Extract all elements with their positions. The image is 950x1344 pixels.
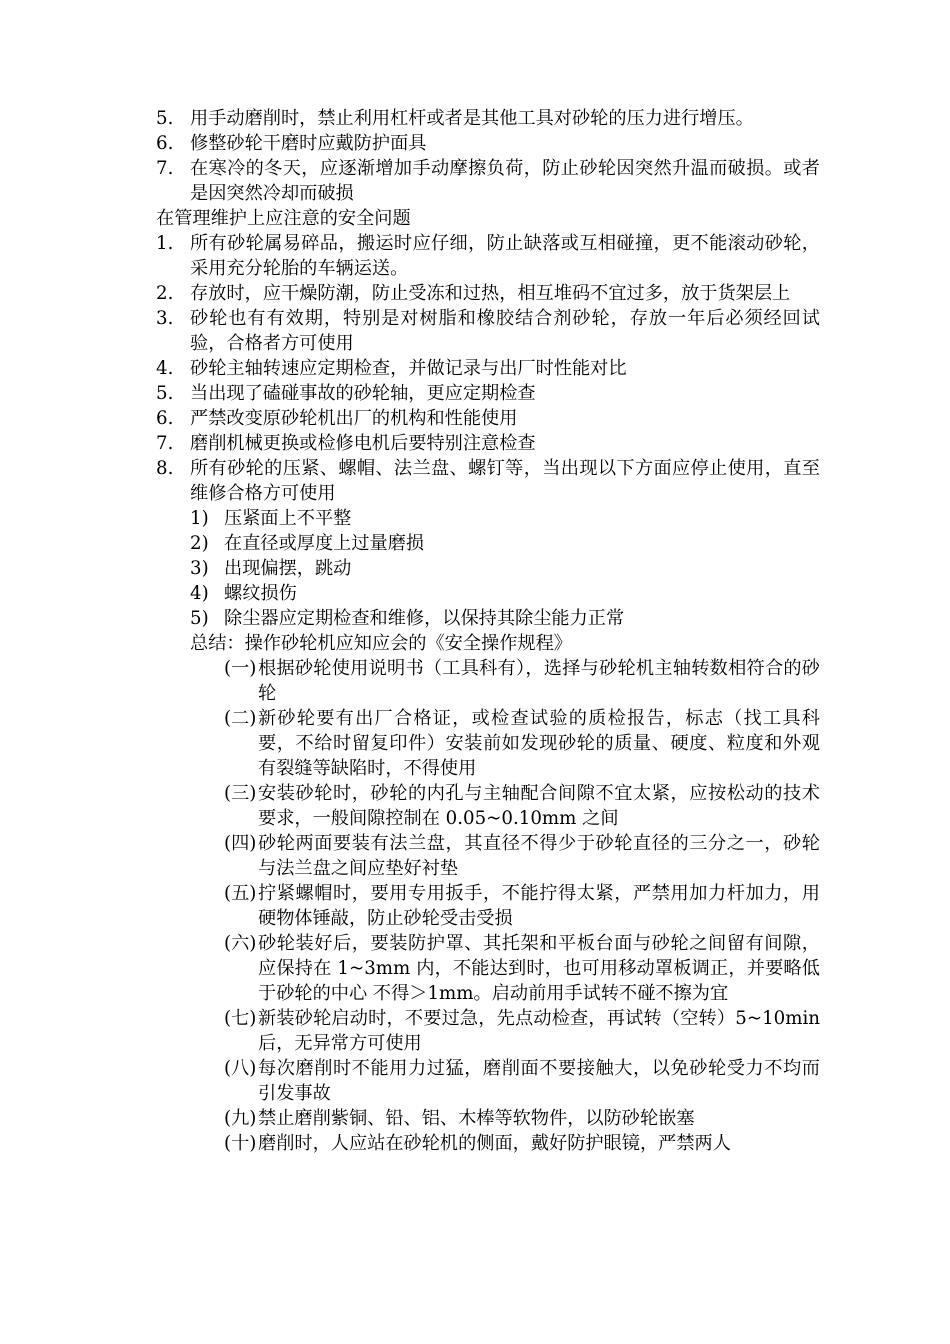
sub-list-text: 螺纹损伤 [224, 583, 297, 604]
rule-item [156, 1006, 820, 1056]
rule-number: (二) [224, 708, 257, 729]
list-text: 砂轮也有有效期，特别是对树脂和橡胶结合剂砂轮，存放一年后必须经回试验，合格者方可使用 [190, 308, 820, 354]
document-body [156, 106, 820, 1156]
rule-number: (五) [224, 883, 257, 904]
rule-number: (十) [224, 1133, 257, 1154]
list-number: 1. [156, 233, 174, 254]
rule-text: 砂轮装好后，要装防护罩、其托架和平板台面与砂轮之间留有间隙，应保持在 1~3mm 内，不能达到时，也可用移动罩板调正，并要略低于砂轮的中心 不得＞1mm。启动前用手试转不碰不擦为宜 [258, 933, 820, 1004]
rule-item [156, 931, 820, 1006]
list-number: 4. [156, 358, 174, 379]
rule-number: (六) [224, 933, 257, 954]
sub-list-item [156, 581, 820, 606]
list-number: 8. [156, 458, 174, 479]
list-number: 7. [156, 433, 174, 454]
rule-number: (一) [224, 658, 257, 679]
list-number: 7. [156, 158, 174, 179]
sub-list-number: 1) [190, 508, 209, 529]
rule-text: 禁止磨削紫铜、铅、铝、木棒等软物件，以防砂轮嵌塞 [258, 1108, 695, 1129]
list-text: 用手动磨削时，禁止利用杠杆或者是其他工具对砂轮的压力进行增压。 [190, 108, 754, 129]
list-item [156, 456, 820, 506]
list-item [156, 131, 820, 156]
rule-item [156, 831, 820, 881]
rule-number: (七) [224, 1008, 257, 1029]
sub-list-text: 出现偏摆，跳动 [224, 558, 352, 579]
rule-text: 磨削时，人应站在砂轮机的侧面，戴好防护眼镜，严禁两人 [258, 1133, 731, 1154]
rule-item [156, 706, 820, 781]
list-item [156, 106, 820, 131]
sub-list-item [156, 606, 820, 631]
rule-text: 新装砂轮启动时，不要过急，先点动检查，再试转（空转）5~10min 后，无异常方可使用 [258, 1008, 820, 1054]
list-text: 砂轮主轴转速应定期检查，并做记录与出厂时性能对比 [190, 358, 627, 379]
summary-line: 总结：操作砂轮机应知应会的《安全操作规程》 [190, 633, 572, 654]
sub-list-text: 除尘器应定期检查和维修，以保持其除尘能力正常 [224, 608, 625, 629]
rule-number: (三) [224, 783, 257, 804]
sub-list-text: 压紧面上不平整 [224, 508, 352, 529]
list-item [156, 306, 820, 356]
section-heading: 在管理维护上应注意的安全问题 [156, 208, 411, 229]
list-item [156, 356, 820, 381]
rule-item [156, 1131, 820, 1156]
rule-text: 安装砂轮时，砂轮的内孔与主轴配合间隙不宜太紧，应按松动的技术要求，一般间隙控制在 0.05~0.10mm 之间 [258, 783, 820, 829]
rule-text: 根据砂轮使用说明书（工具科有），选择与砂轮机主轴转数相符合的砂轮 [258, 658, 820, 704]
rule-text: 每次磨削时不能用力过猛，磨削面不要接触大，以免砂轮受力不均而引发事故 [258, 1058, 820, 1104]
list-item [156, 281, 820, 306]
sub-list-number: 2) [190, 533, 209, 554]
sub-list-text: 在直径或厚度上过量磨损 [224, 533, 425, 554]
list-text: 在寒冷的冬天，应逐渐增加手动摩擦负荷，防止砂轮因突然升温而破损。或者是因突然冷却而破损 [190, 158, 820, 204]
list-text: 修整砂轮干磨时应戴防护面具 [190, 133, 427, 154]
rule-item [156, 881, 820, 931]
rule-text: 砂轮两面要装有法兰盘，其直径不得少于砂轮直径的三分之一，砂轮与法兰盘之间应垫好衬垫 [258, 833, 820, 879]
rule-number: (八) [224, 1058, 257, 1079]
list-item [156, 231, 820, 281]
list-item [156, 431, 820, 456]
sub-list-item [156, 556, 820, 581]
list-number: 6. [156, 133, 174, 154]
list-text: 所有砂轮的压紧、螺帽、法兰盘、螺钉等，当出现以下方面应停止使用，直至维修合格方可使用 [190, 458, 820, 504]
list-text: 严禁改变原砂轮机出厂的机构和性能使用 [190, 408, 518, 429]
list-item [156, 406, 820, 431]
sub-list-number: 5) [190, 608, 209, 629]
list-number: 5. [156, 383, 174, 404]
rule-number: (四) [224, 833, 257, 854]
list-text: 当出现了磕碰事故的砂轮轴，更应定期检查 [190, 383, 536, 404]
list-number: 6. [156, 408, 174, 429]
list-text: 存放时，应干燥防潮，防止受冻和过热，相互堆码不宜过多，放于货架层上 [190, 283, 791, 304]
list-number: 2. [156, 283, 174, 304]
rule-item [156, 1056, 820, 1106]
list-item [156, 381, 820, 406]
rule-text: 新砂轮要有出厂合格证，或检查试验的质检报告，标志（找工具科要，不给时留复印件）安装前如发现砂轮的质量、硬度、粒度和外观有裂缝等缺陷时，不得使用 [258, 708, 820, 779]
list-number: 5. [156, 108, 174, 129]
rule-text: 拧紧螺帽时，要用专用扳手，不能拧得太紧，严禁用加力杆加力，用硬物体锤敲，防止砂轮受击受损 [258, 883, 820, 929]
rule-number: (九) [224, 1108, 257, 1129]
sub-list-number: 3) [190, 558, 209, 579]
list-text: 磨削机械更换或检修电机后要特别注意检查 [190, 433, 536, 454]
sub-list-number: 4) [190, 583, 209, 604]
sub-list-item [156, 531, 820, 556]
rule-item [156, 1106, 820, 1131]
rule-item [156, 656, 820, 706]
list-number: 3. [156, 308, 174, 329]
list-text: 所有砂轮属易碎品，搬运时应仔细，防止缺落或互相碰撞，更不能滚动砂轮，采用充分轮胎的车辆运送。 [190, 233, 820, 279]
list-item [156, 156, 820, 206]
sub-list-item [156, 506, 820, 531]
rule-item [156, 781, 820, 831]
